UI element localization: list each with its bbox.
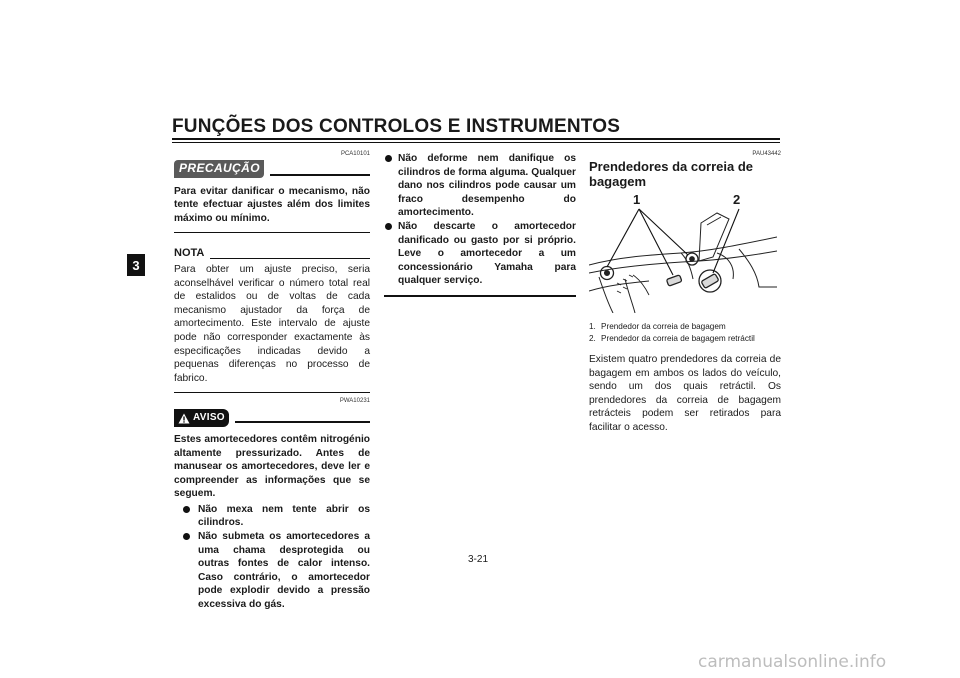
right-column (589, 150, 781, 435)
warning-bullet-list (174, 503, 370, 612)
warning-bullet-item: Não mexa nem tente abrir os cilindros. (174, 503, 370, 530)
warning-header-line (235, 421, 370, 423)
warning-continued-bullet-list (384, 152, 576, 288)
bullet-dot-icon (183, 506, 190, 513)
header-rule (172, 138, 780, 140)
warning-bullet-item: Não deforme nem danifique os cilindros de forma alguma. Qualquer dano nos cilindros pode causar um fraco desempenho do amortecimento. (384, 152, 576, 220)
warning-text: Estes amortecedores contêm nitrogénio altamente pressurizado. Antes de manusear os amortecedores, deve ler e compreender as informações que se seguem. (174, 433, 370, 500)
warning-header (174, 409, 370, 427)
warning-badge (174, 409, 229, 427)
section-code: PAU43442 (752, 151, 781, 157)
note-text: Para obter um ajuste preciso, seria aconselhável verificar o número total real de estalidos ou de voltas de cada mecanismo ajustador da força de amortecimento. Este intervalo de ajuste pode não corresponder exactamente às especificações indicadas devido a pequenas diferenças no processo de fabrico. (174, 263, 370, 384)
warning-bullet-item: Não descarte o amortecedor danificado ou gasto por si próprio. Leve o amortecedor a um concessionário Yamaha para qualquer serviço. (384, 220, 576, 288)
caution-badge: PRECAUÇÃO (174, 160, 264, 178)
bullet-dot-icon (385, 155, 392, 162)
section-title: Prendedores da correia de bagagem (589, 159, 754, 189)
warning-label: AVISO (193, 412, 225, 424)
section-body-text: Existem quatro prendedores da correia de bagagem em ambos os lados do veículo, sendo um dos quais retráctil. Os prendedores da correia de bagagem retrácteis podem ser retirados para facilitar o acesso. (589, 354, 781, 433)
caution-header-line (270, 174, 370, 176)
warning-triangle-icon (178, 413, 190, 424)
bullet-dot-icon (385, 223, 392, 230)
figure-callout-2: 2 (733, 192, 741, 207)
legend-item: 2. Prendedor da correia de bagagem retráctil (589, 334, 755, 343)
figure-legend (589, 321, 781, 345)
legend-item: 1. Prendedor da correia de bagagem (589, 322, 726, 331)
caution-code: PCA10101 (340, 151, 370, 157)
note-end-rule (174, 392, 370, 393)
figure-callout-1: 1 (633, 192, 641, 207)
luggage-strap-hooks-figure (589, 192, 777, 313)
bullet-dot-icon (183, 533, 190, 540)
left-column (174, 150, 370, 612)
page-header-title: FUNÇÕES DOS CONTROLOS E INSTRUMENTOS (172, 116, 621, 137)
caution-text: Para evitar danificar o mecanismo, não tente efectuar ajustes além dos limites máximo ou mínimo. (174, 185, 370, 224)
note-label: NOTA (174, 247, 205, 260)
note-header (174, 247, 370, 261)
warning-code: PWA10231 (339, 398, 370, 405)
middle-column (384, 150, 576, 297)
luggage-strap-hooks-illustration (589, 192, 777, 313)
watermark: carmanualsonline.info (698, 652, 887, 672)
warning-bullet-item: Não submeta os amortecedores a uma chama desprotegida ou outras fontes de calor intenso. Caso contrário, o amortecedor pode explodir devido a pressão excessiva do gás. (174, 530, 370, 612)
note-header-line (210, 258, 370, 259)
page-number: 3-21 (468, 554, 489, 565)
chapter-tab: 3 (127, 254, 145, 276)
header-rule-thin (172, 142, 780, 143)
caution-end-rule (174, 232, 370, 233)
warning-end-rule (384, 295, 576, 297)
caution-header (174, 160, 370, 178)
